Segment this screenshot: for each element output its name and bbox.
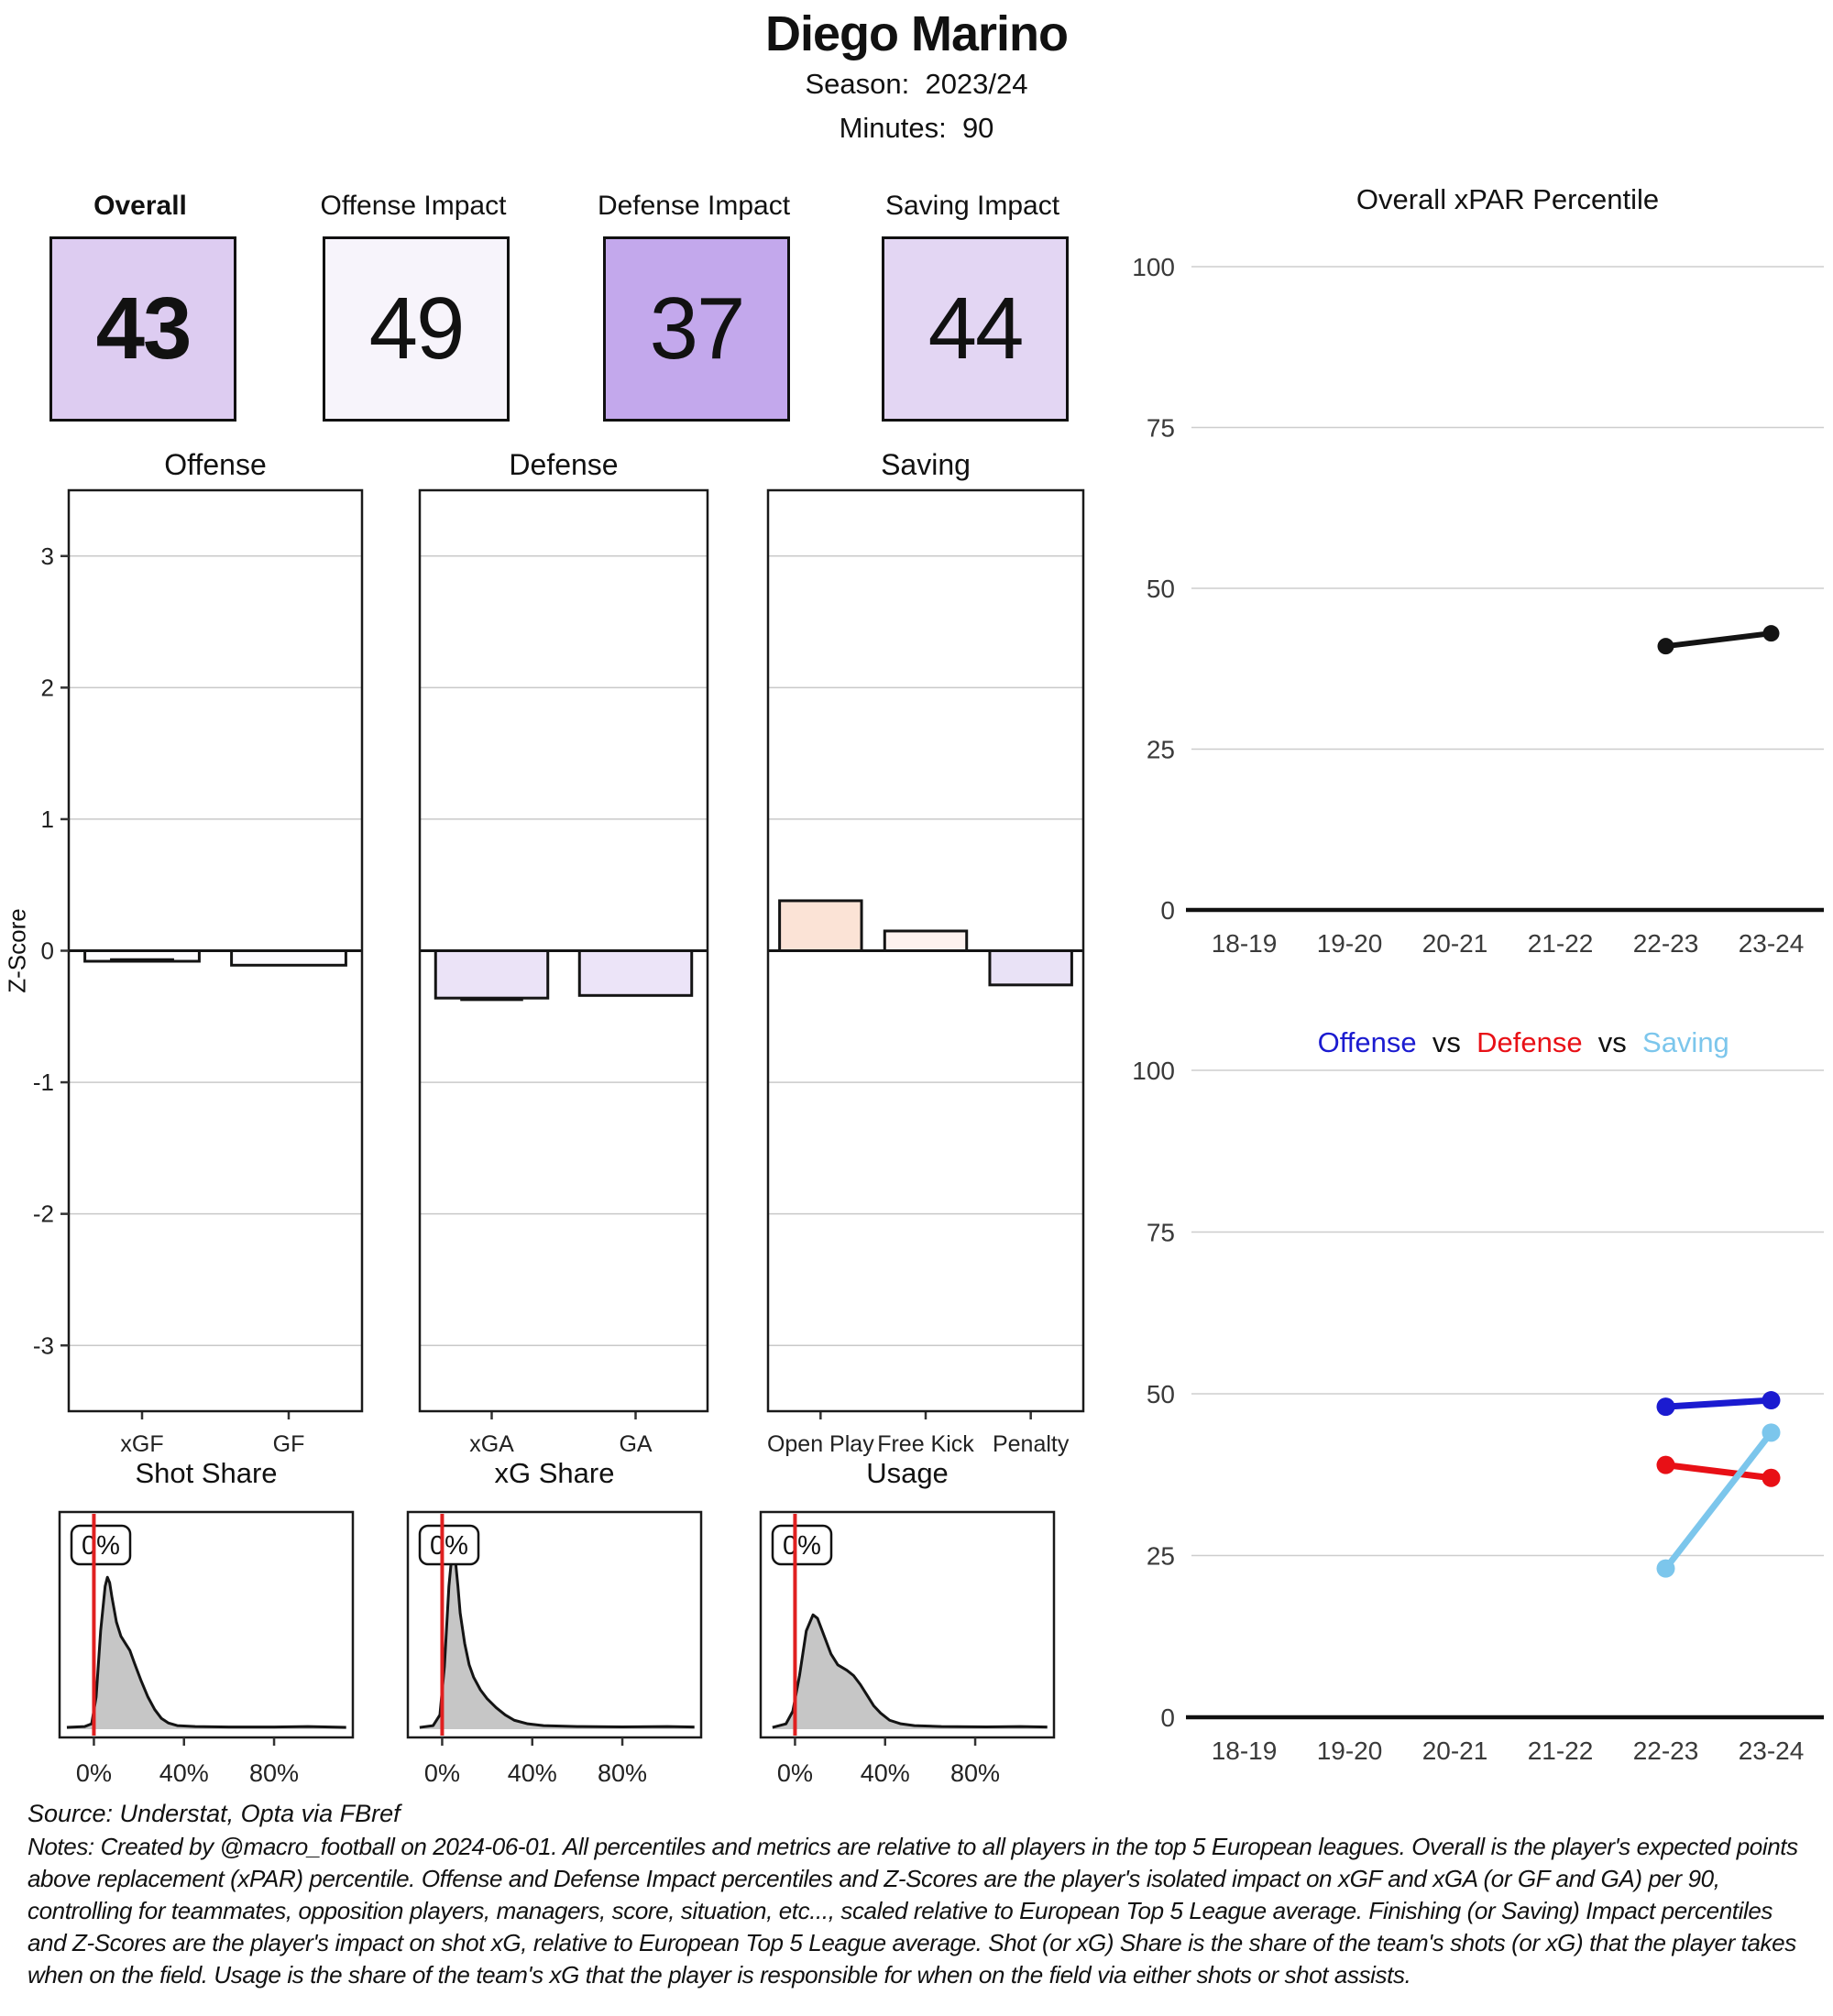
offense-zscore-chart [14, 477, 371, 1489]
offense-impact-score-box: 49 [323, 236, 510, 422]
legend-vs-1: vs [1416, 1026, 1477, 1058]
overall-data-point [1658, 638, 1674, 654]
x-tick-label: Free Kick [877, 1431, 974, 1457]
pct-tick-label: 80% [249, 1759, 300, 1787]
legend-defense: Defense [1476, 1026, 1583, 1058]
y-tick-label: 50 [1146, 574, 1175, 603]
y-tick-label: -3 [32, 1331, 54, 1360]
overall-data-point [1763, 625, 1780, 641]
zscore-bar [232, 951, 346, 966]
defense-impact-card-label: Defense Impact [597, 191, 791, 221]
season-tick-label: 21-22 [1527, 1737, 1594, 1765]
season-tick-label: 23-24 [1738, 929, 1805, 958]
zscore-bar [435, 951, 547, 999]
y-tick-label: 75 [1146, 1218, 1175, 1247]
pct-tick-label: 0% [776, 1759, 813, 1787]
season-tick-label: 23-24 [1738, 1737, 1805, 1765]
overall-series-line [1666, 633, 1772, 646]
xg-share-density-chart [388, 1503, 740, 1820]
y-tick-label: -2 [32, 1200, 54, 1228]
y-tick-label: 25 [1146, 1541, 1175, 1571]
vline-label: 0% [430, 1531, 468, 1561]
defense-data-point [1762, 1469, 1781, 1487]
y-tick-label: 100 [1132, 256, 1175, 281]
saving-zscore-chart [713, 477, 1092, 1489]
pct-tick-label: 40% [507, 1759, 557, 1787]
legend-offense: Offense [1317, 1026, 1417, 1058]
season-tick-label: 21-22 [1527, 929, 1594, 958]
season-tick-label: 20-21 [1421, 929, 1488, 958]
x-tick-label: GF [272, 1431, 305, 1457]
overall-score-box: 43 [49, 236, 236, 422]
chart-canvas [1120, 256, 1833, 983]
season-tick-label: 20-21 [1421, 1737, 1488, 1765]
pct-tick-label: 0% [423, 1759, 460, 1787]
zscore-axis-label: Z-Score [3, 908, 31, 993]
pct-tick-label: 40% [860, 1759, 910, 1787]
offense-data-point [1657, 1397, 1675, 1416]
pct-tick-label: 0% [75, 1759, 112, 1787]
zscore-bar [884, 931, 966, 951]
minutes-subtitle: Minutes: 90 [839, 112, 994, 144]
y-tick-label: 25 [1146, 735, 1175, 764]
y-tick-label: 1 [40, 805, 54, 834]
vline-label: 0% [82, 1531, 120, 1561]
legend-vs-2: vs [1582, 1026, 1643, 1058]
season-tick-label: 22-23 [1632, 929, 1699, 958]
offense-defense-saving-chart [1120, 1059, 1833, 1795]
season-tick-label: 18-19 [1211, 929, 1278, 958]
pct-tick-label: 80% [598, 1759, 648, 1787]
zscore-bar [990, 951, 1071, 985]
pct-tick-label: 80% [950, 1759, 1001, 1787]
saving-data-point [1762, 1423, 1781, 1441]
season-tick-label: 18-19 [1211, 1737, 1278, 1765]
offense-impact-card-label: Offense Impact [320, 191, 507, 221]
saving-panel-title: Saving [881, 448, 971, 481]
methodology-notes: Notes: Created by @macro_football on 2024-06-01. All percentiles and metrics are relative to all players in the top 5 European leagues. Overall is the player's expected points above replacement (xPAR) percentile. Offense and Defense Impact percentiles and Z-Scores are the player's isolated impact on xGF and xGA (or GF and GA) per 90, controlling for teammates, opposition players, managers, score, situation, etc..., scaled relative to European Top 5 League average. Finishing (or Saving) Impact percentiles and Z-Scores are the player's impact on shot xG, relative to European Top 5 League average. Shot (or xG) Share is the share of the team's shots (or xG) that the player takes when on the field. Usage is the share of the team's xG that the player is responsible for when on the field via either shots or shot assists. [27, 1833, 1798, 1989]
zscore-bar [579, 951, 691, 996]
season-subtitle: Season: 2023/24 [805, 68, 1028, 100]
offense-panel-title: Offense [164, 448, 267, 481]
chart-canvas [365, 477, 717, 1485]
defense-impact-score-box: 37 [603, 236, 790, 422]
source-note: Source: Understat, Opta via FBref [27, 1800, 401, 1827]
y-tick-label: 0 [40, 937, 54, 965]
xpar-chart-title: Overall xPAR Percentile [1356, 183, 1660, 215]
y-tick-label: 100 [1132, 1059, 1175, 1085]
chart-canvas [741, 1503, 1092, 1815]
x-tick-label: GA [619, 1431, 653, 1457]
chart-canvas [14, 477, 371, 1485]
saving-impact-card-label: Saving Impact [884, 191, 1060, 221]
vline-label: 0% [783, 1531, 821, 1561]
season-tick-label: 19-20 [1316, 929, 1383, 958]
x-tick-label: Penalty [992, 1431, 1070, 1457]
shot-share-title: Shot Share [135, 1457, 278, 1489]
chart-canvas [713, 477, 1092, 1485]
zscore-bar [780, 901, 862, 951]
saving-data-point [1657, 1560, 1675, 1578]
y-tick-label: 75 [1146, 413, 1175, 443]
xpar-percentile-chart [1120, 256, 1833, 988]
pct-tick-label: 40% [159, 1759, 209, 1787]
x-tick-label: Open Play [766, 1431, 874, 1457]
legend-saving: Saving [1642, 1026, 1729, 1058]
chart-canvas [39, 1503, 391, 1815]
usage-density-chart [741, 1503, 1092, 1820]
xg-share-title: xG Share [494, 1457, 615, 1489]
usage-title: Usage [866, 1457, 949, 1489]
y-tick-label: 50 [1146, 1379, 1175, 1408]
defense-series-line [1666, 1465, 1772, 1478]
saving-impact-score-box: 44 [882, 236, 1069, 422]
defense-zscore-chart [365, 477, 717, 1489]
offense-data-point [1762, 1391, 1781, 1409]
season-tick-label: 19-20 [1316, 1737, 1383, 1765]
page-title: Diego Marino [764, 6, 1068, 61]
y-tick-label: 0 [1160, 1703, 1175, 1732]
y-tick-label: 2 [40, 674, 54, 702]
offense-series-line [1666, 1400, 1772, 1407]
chart-canvas [1120, 1059, 1833, 1791]
chart-canvas [388, 1503, 740, 1815]
shot-share-density-chart [39, 1503, 391, 1820]
y-tick-label: -1 [32, 1068, 54, 1097]
saving-series-line [1666, 1432, 1772, 1568]
y-tick-label: 0 [1160, 895, 1175, 925]
overall-card-label: Overall [93, 191, 187, 221]
defense-data-point [1657, 1456, 1675, 1474]
defense-panel-title: Defense [509, 448, 619, 481]
y-tick-label: 3 [40, 542, 54, 570]
x-tick-label: xGA [469, 1431, 514, 1457]
season-tick-label: 22-23 [1632, 1737, 1699, 1765]
x-tick-label: xGF [120, 1431, 164, 1457]
